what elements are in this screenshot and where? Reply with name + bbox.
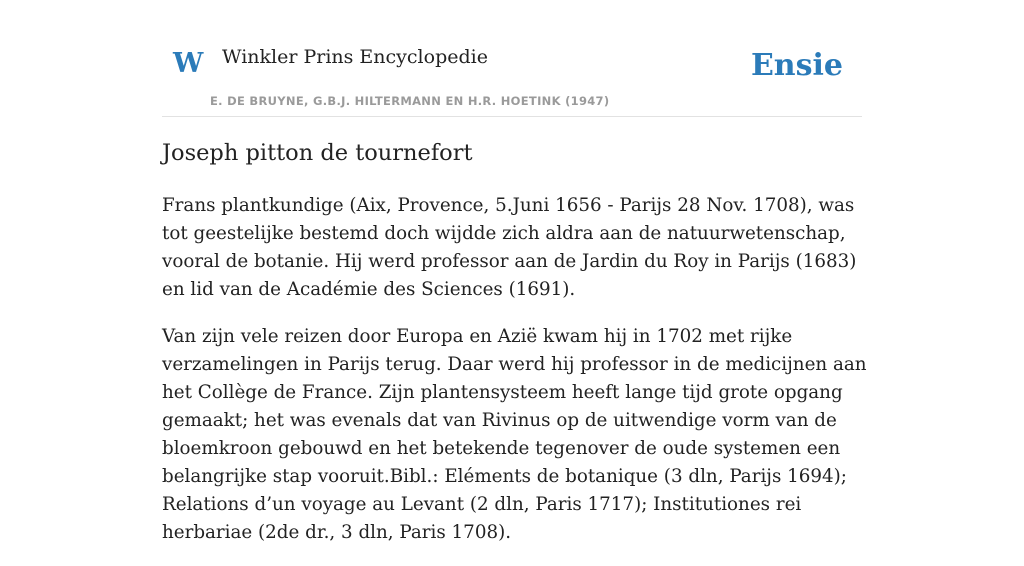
- book-title[interactable]: Winkler Prins Encyclopedie: [222, 46, 488, 68]
- ensie-logo[interactable]: Ensie: [750, 48, 843, 83]
- header: [162, 0, 862, 117]
- book-authors: E. DE BRUYNE, G.B.J. HILTERMANN EN H.R. HOETINK (1947): [210, 94, 610, 108]
- entry-paragraph: Van zijn vele reizen door Europa en Azië kwam hij in 1702 met rijke verzamelingen in Parijs terug. Daar werd hij professor in de medicijnen aan het Collège de France. Zijn plantensysteem heeft lange tijd grote opgang gemaakt; het was evenals dat van Rivinus op de uitwendige vorm van de bloemkroon gebouwd en het betekende tegenover de oude systemen een belangrijke stap vooruit.Bibl.: Eléments de botanique (3 dln, Parijs 1694); Relations d’un voyage au Levant (2 dln, Paris 1717); Institutiones rei herbariae (2de dr., 3 dln, Paris 1708).: [162, 326, 867, 543]
- entry-body: [162, 192, 868, 566]
- encyclopedia-logo[interactable]: W: [173, 48, 204, 79]
- entry-title: Joseph pitton de tournefort: [162, 140, 473, 166]
- entry-paragraph: Frans plantkundige (Aix, Provence, 5.Juni 1656 - Parijs 28 Nov. 1708), was tot geestelijke bestemd doch wijdde zich aldra aan de natuurwetenschap, vooral de botanie. Hij werd professor aan de Jardin du Roy in Parijs (1683) en lid van de Académie des Sciences (1691).: [162, 195, 857, 300]
